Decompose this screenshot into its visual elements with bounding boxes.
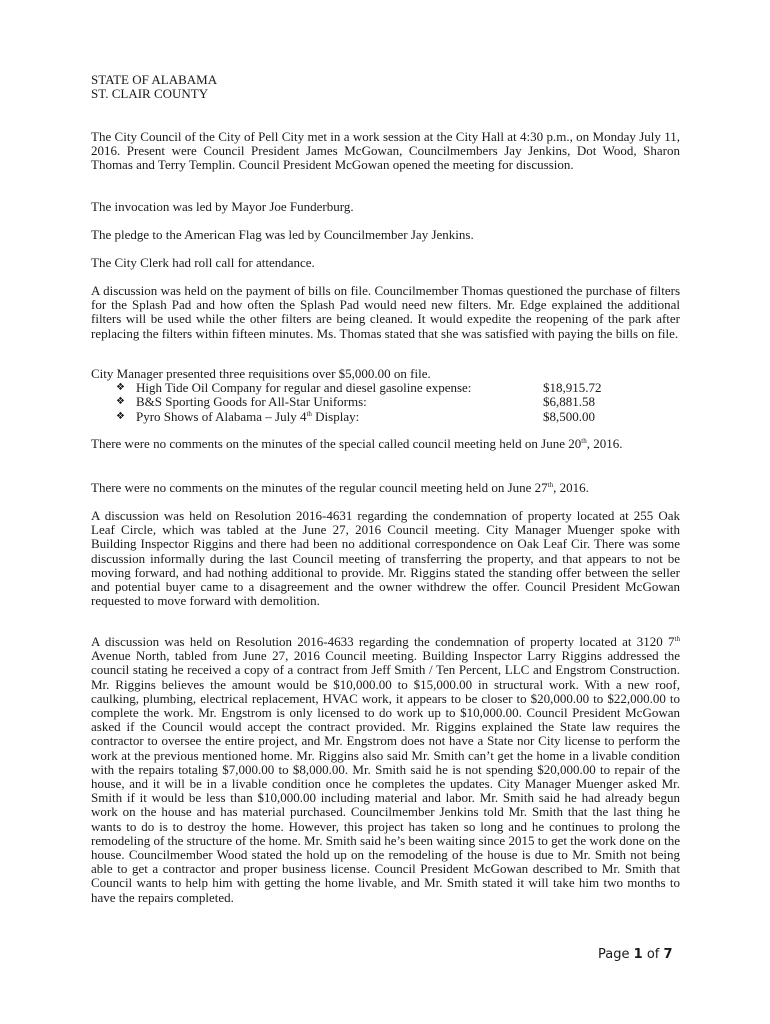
requisitions-list (91, 381, 680, 424)
requisitions-section (91, 367, 680, 424)
paragraph-resolution-4631: A discussion was held on Resolution 2016-4631 regarding the condemnation of property located at 255 Oak Leaf Circle, which was tabled at the June 27, 2016 Council meeting. City Manager Muenger spoke with Building Inspector Riggins and there had been no additional correspondence on Oak Leaf Cir. There was some discussion informally during the last Council meeting of transferring the property, and that appears to not be moving forward, and had nothing additional to provide. Mr. Riggins stated the standing offer between the seller and potential buyer came to a disagreement and the owner withdrew the offer. Council President McGowan requested to move forward with demolition. (91, 508, 680, 609)
paragraph-bills: A discussion was held on the payment of bills on file. Councilmember Thomas questioned the purchase of filters for the Splash Pad and how often the Splash Pad would need new filters. Mr. Edge explained the additional filters will be used while the other filters are being cleaned. It would expedite the reopening of the park after replacing the filters within fifteen minutes. Ms. Thomas stated that she was satisfied with paying the bills on file. (91, 283, 680, 341)
requisition-description: B&S Sporting Goods for All-Star Uniforms: (136, 394, 367, 410)
paragraph-invocation: The invocation was led by Mayor Joe Funderburg. (91, 199, 354, 214)
diamond-bullet-icon: ❖ (116, 382, 125, 394)
paragraph-opening: The City Council of the City of Pell City met in a work session at the City Hall at 4:30 p.m., on Monday July 11, 2016. Present were Council President James McGowan, Councilmembers Jay Jenkins, Dot Wood, Sharon Thomas and Terry Templin. Council President McGowan opened the meeting for discussion. (91, 129, 680, 173)
county-line: ST. CLAIR COUNTY (91, 86, 209, 102)
requisition-description: High Tide Oil Company for regular and diesel gasoline expense: (136, 380, 472, 396)
diamond-bullet-icon: ❖ (116, 396, 125, 408)
diamond-bullet-icon: ❖ (116, 410, 125, 422)
list-item (91, 381, 680, 395)
paragraph-regular-minutes: There were no comments on the minutes of the regular council meeting held on June 27th, 2016. (91, 480, 589, 495)
page-number: 1 (633, 947, 643, 962)
state-line: STATE OF ALABAMA (91, 72, 218, 87)
requisitions-intro: City Manager presented three requisitions over $5,000.00 on file. (91, 366, 431, 381)
document-header (91, 73, 680, 101)
paragraph-pledge: The pledge to the American Flag was led by Councilmember Jay Jenkins. (91, 227, 474, 242)
requisition-amount: $8,500.00 (543, 408, 595, 424)
requisition-amount: $18,915.72 (543, 380, 602, 396)
paragraph-resolution-4633: A discussion was held on Resolution 2016-4633 regarding the condemnation of property located at 3120 7th Avenue North, tabled from June 27, 2016 Council meeting. Building Inspector Larry Riggins addressed the council stating he received a copy of a contract from Jeff Smith / Ten Percent, LLC and Engstrom Construction. Mr. Riggins believes the amount would be $10,000.00 to $15,000.00 in structural work. With a new roof, caulking, plumbing, electrical replacement, HVAC work, it appears to be closer to $20,000.00 to $22,000.00 to complete the work. Mr. Engstrom is only licensed to do work up to $10,000.00. Council President McGowan asked if the Council would accept the contract provided. Mr. Riggins explained the State law requires the contractor to oversee the entire project, and Mr. Engstrom does not have a State nor City license to perform the work at the previous mentioned home. Mr. Riggins also said Mr. Smith can’t get the home in a livable condition with the repairs totaling $7,000.00 to $8,000.00. Mr. Smith said he is not spending $20,000.00 to repair of the house, and it will be in a livable condition once he completes the updates. City Manager Muenger asked Mr. Smith if it would be less than $10,000.00 including material and labor. Mr. Smith said he had already begun work on the house and has material purchased. Councilmember Jenkins told Mr. Smith that the last thing he wants to do is to destroy the home. However, this project has taken so long and he continues to prolong the remodeling of the structure of the home. Mr. Smith said he’s been waiting since 2015 to get the work done on the house. Councilmember Wood stated the hold up on the remodeling of the house is due to Mr. Smith not being able to get a contractor and proper business license. Council President McGowan described to Mr. Smith that Council wants to help him with getting the home livable, and Mr. Smith stated it will take him two months to have the repairs completed. (91, 634, 680, 905)
page-total: 7 (663, 947, 673, 962)
paragraph-roll-call: The City Clerk had roll call for attendance. (91, 255, 315, 270)
of-word: of (646, 947, 660, 962)
requisition-amount: $6,881.58 (543, 394, 595, 410)
requisition-description: Pyro Shows of Alabama – July 4th Display: (136, 408, 360, 424)
paragraph-special-minutes: There were no comments on the minutes of the special called council meeting held on June 20th, 2016. (91, 436, 623, 451)
list-item (91, 410, 680, 424)
page-word: Page (598, 947, 630, 962)
list-item (91, 395, 680, 409)
page-footer (598, 947, 673, 962)
